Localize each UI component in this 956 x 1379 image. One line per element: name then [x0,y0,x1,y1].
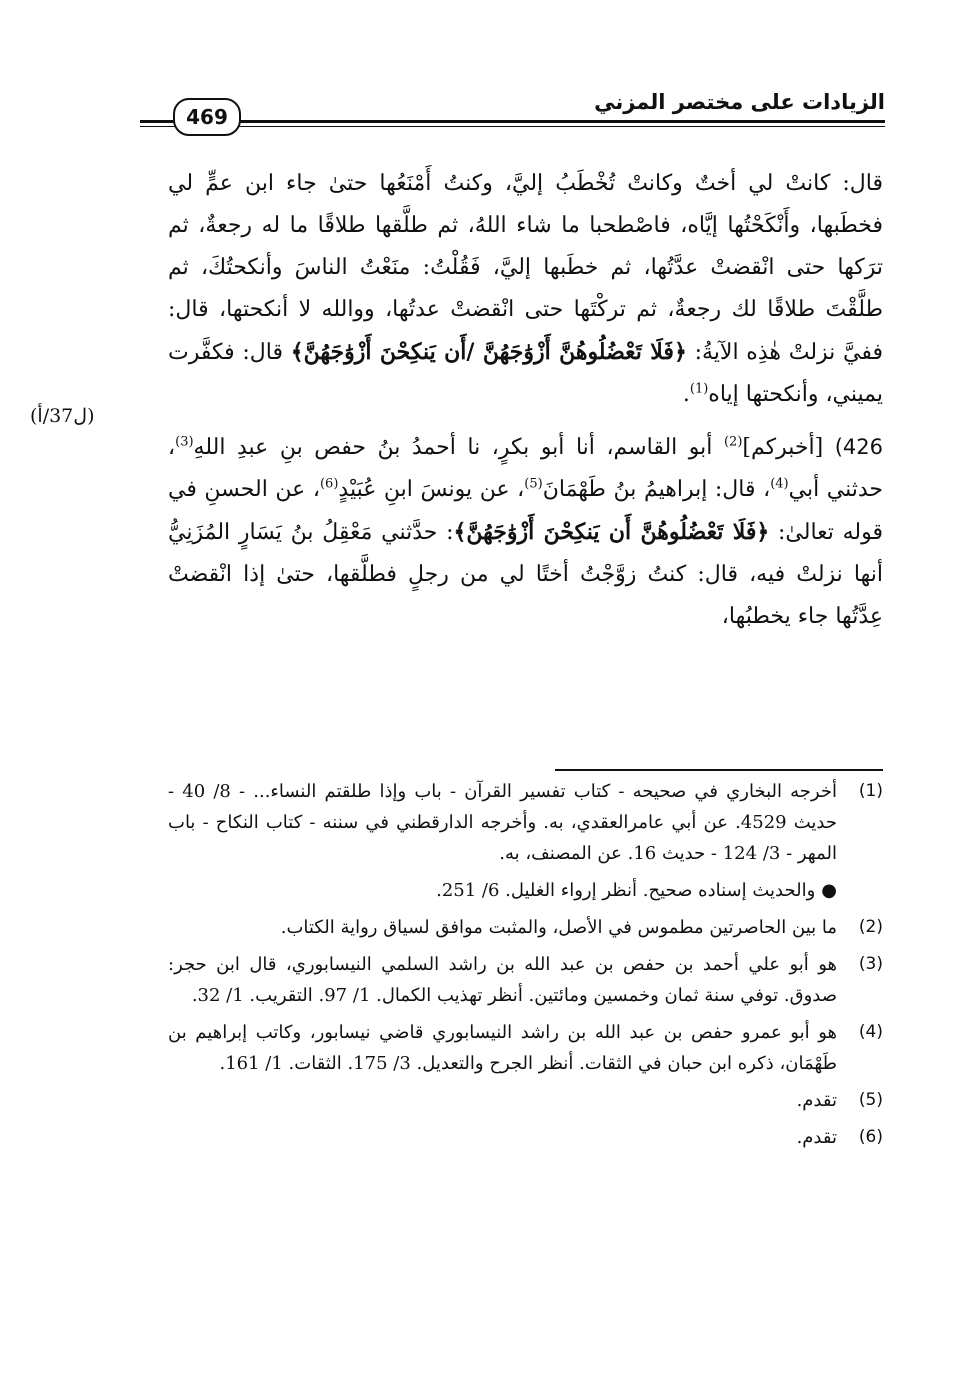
footnote [168,949,883,1011]
bullet-icon: ● [821,880,837,901]
page-header [140,86,885,136]
page-number: 469 [173,98,241,136]
footnote-bullet-line [168,875,883,906]
text-run: ، قال: إبراهيمُ بنُ طَهْمَانَ [542,477,771,502]
footnote [168,912,883,943]
quran-verse: ﴿فَلَا تَعْضُلُوهُنَّ أَزْوَٰجَهُنَّ /أَن يَنكِحْنَ أَزْوَٰجَهُنَّ﴾ [290,339,687,365]
text-run: ، عن يونسَ ابنِ عُبَيْدٍ [338,477,525,502]
footnote-number: (4) [858,1022,883,1042]
text-run: قال: فكفَّرت يميني، وأنكحتها إياه [168,340,883,407]
footnote-ref[interactable]: (4) [770,476,789,492]
footnote [168,1122,883,1153]
footnote-number: (5) [858,1090,883,1110]
footnote-ref[interactable]: (5) [524,476,543,492]
text-run: ، عن الحسنِ في قوله تعالىٰ: [168,477,884,545]
footnote [168,1017,883,1079]
header-rule [140,126,175,127]
hadith-paragraph [168,426,883,638]
footnote-text: هو أبو علي أحمد بن حفص بن عبد الله بن راشد السلمي النيسابوري، قال ابن حجر: صدوق. توفي سنة ثمان وخمسين ومائتين. أنظر تهذيب الكمال. 1/ 97. التقريب. 1/ 32. [168,954,837,1006]
footnote-separator [555,769,883,771]
footnote-number: (1) [858,781,883,801]
running-title: الزيادات على مختصر المزني [594,90,885,114]
footnote-text: هو أبو عمرو حفص بن عبد الله بن راشد النيسابوري قاضي نيسابور، وكاتب إبراهيم بن طَهْمَان، ذكره ابن حبان في الثقات. أنظر الجرح والتعديل. 3/ 175. الثقات. 1/ 161. [168,1022,837,1074]
footnote [168,1085,883,1116]
main-text [168,163,883,638]
footnote-text: تقدم. [796,1090,837,1111]
text-run: [أخبركم] [742,435,835,460]
header-rule [235,120,885,123]
paragraph: قال: كانتْ لي أختٌ وكانتْ تُخْطَبُ إليَّ، وكنتُ أَمْنَعُها حتىٰ جاء ابن عمٍّ لي فخطَبها، وأَنْكَحْتُها إيَّاه، فاصْطحبا ما شاء اللهُ، ثم طلَّقها طلاقًا ما له رجعةٌ، ثم ترَكها حتى انْقضتْ عدَّتُها، ثم خطَبها إليَّ، فَقُلْتُ: منَعْتُ الناسَ وأنكحتُكَ، ثم طلَّقْتَ طلاقًا لك رجعةٌ، ثم تركْتَها حتى انْقضتْ عدتُها، ووالله لا أنكحتها، قال: ففيَّ نزلتْ هٰذِه الآيةُ: ﴿فَلَا تَعْضُلُوهُنَّ أَزْوَٰجَهُنَّ /أَن يَنكِحْنَ أَزْوَٰجَهُنَّ﴾ قال: فكفَّرت يميني، وأنكحتها إياه$^{(1)}$. [168,171,884,407]
footnote-text: تقدم. [796,1127,837,1148]
header-rule [235,126,885,127]
quran-verse: ﴿فَلَا تَعْضُلُوهُنَّ أَن يَنكِحْنَ أَزْوَٰجَهُنَّ﴾ [453,519,770,545]
footnote-ref[interactable]: (1) [689,381,709,397]
footnote-text: والحديث إسناده صحيح. أنظر إرواء الغليل. 6/ 251. [436,880,816,901]
text-run: : حدَّثني مَعْقِلُ بنُ يَسَارٍ المُزَنِيُّ أنها نزلتْ فيه، قال: كنتُ زوَّجْتُ أختًا لي من رجلٍ فطلَّقها، حتىٰ إذا انْقضتْ عِدَّتُها جاء يخطبُها، [168,520,883,629]
text-run: أبو القاسم، أنا أبو بكرٍ، نا أحمدُ بنُ حفص بنِ عبدِ اللهِ [193,435,724,460]
footnote-ref[interactable]: (2) [723,434,743,450]
footnote-number: (6) [858,1127,883,1147]
manuscript-folio-note: (ل37/أ) [30,405,95,427]
footnote-number: (2) [858,917,883,937]
footnote-text: ما بين الحاصرتين مطموس في الأصل، والمثبت موافق لسياق رواية الكتاب. [280,917,837,938]
text-run: ، حدثني أبي [168,435,884,502]
footnote [168,776,883,869]
footnote-ref[interactable]: (6) [319,476,339,492]
footnotes [168,776,883,1159]
footnote-ref[interactable]: (3) [175,434,194,450]
text-run: قال: كانتْ لي أختٌ وكانتْ تُخْطَبُ إليَّ، وكنتُ أَمْنَعُها حتىٰ جاء ابن عمٍّ لي فخطَبها، وأَنْكَحْتُها إيَّاه، فاصْطحبا ما شاء اللهُ، ثم طلَّقها طلاقًا ما له رجعةٌ، ثم ترَكها حتى انْقضتْ عدَّتُها، ثم خطَبها إليَّ، فَقُلْتُ: منَعْتُ الناسَ وأنكحتُكَ، ثم طلَّقْتَ طلاقًا لك رجعةٌ، ثم تركْتَها حتى انْقضتْ عدتُها، ووالله لا أنكحتها، قال: ففيَّ نزلتْ هٰذِه الآيةُ: [168,171,884,365]
header-rule [140,120,175,123]
footnote-number: (3) [858,954,883,974]
footnote-text: أخرجه البخاري في صحيحه - كتاب تفسير القرآن - باب وإذا طلقتم النساء... - 8/ 40 - حديث 4529. عن أبي عامرالعقدي، به. وأخرجه الدارقطني في سننه - كتاب النكاح - باب المهر - 3/ 124 - حديث 16. عن المصنف، به. [168,781,837,864]
hadith-number: 426) [834,435,883,459]
